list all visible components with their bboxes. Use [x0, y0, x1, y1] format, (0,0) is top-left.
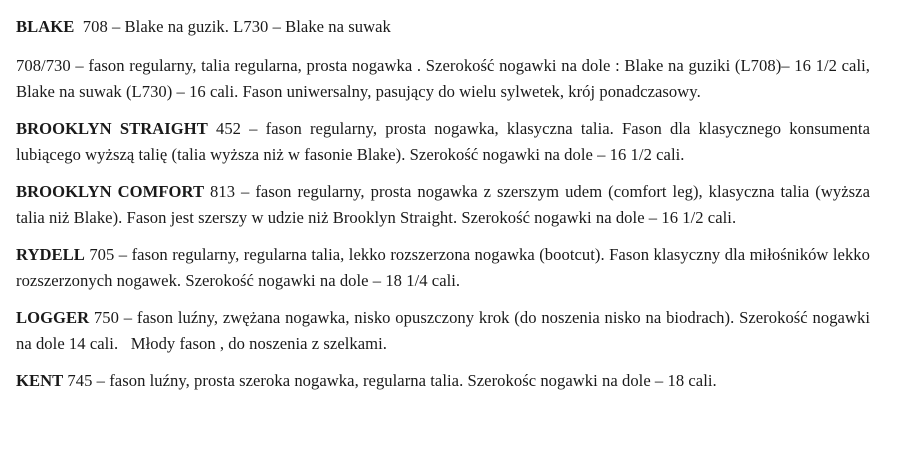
paragraph-brooklyn-comfort	[16, 179, 870, 231]
document-body	[16, 14, 875, 394]
fit-description: 750 – fason luźny, zwężana nogawka, nisko opuszczony krok (do noszenia nisko na biodrach). Szerokość nogawki na dole 14 cali. Młody fason , do noszenia z szelkami.	[16, 308, 875, 353]
fit-name: BROOKLYN STRAIGHT	[16, 119, 208, 138]
fit-description: 452 – fason regularny, prosta nogawka, klasyczna talia. Fason dla klasycznego konsumenta lubiącego wyższą talię (talia wyższa niż w fasonie Blake). Szerokość nogawki na dole – 16 1/2 cali.	[16, 119, 870, 164]
paragraph-blake	[16, 14, 870, 42]
fit-name: BLAKE	[16, 17, 75, 36]
fit-description: 745 – fason luźny, prosta szeroka nogawka, regularna talia. Szerokośc nogawki na dole – 18 cali.	[63, 371, 717, 390]
fit-description: 705 – fason regularny, regularna talia, lekko rozszerzona nogawka (bootcut). Fason klasyczny dla miłośników lekko rozszerzonych nogawek. Szerokość nogawki na dole – 18 1/4 cali.	[16, 245, 870, 290]
paragraph-kent	[16, 368, 870, 394]
paragraph-brooklyn-straight	[16, 116, 870, 168]
fit-name: KENT	[16, 371, 64, 390]
fit-description: 813 – fason regularny, prosta nogawka z szerszym udem (comfort leg), klasyczna talia (wyższa talia niż Blake). Fason jest szerszy w udzie niż Brooklyn Straight. Szerokość nogawki na dole – 16 1/2 cali.	[16, 182, 870, 227]
paragraph-logger	[16, 305, 875, 357]
fit-name: BROOKLYN COMFORT	[16, 182, 205, 201]
fit-name: RYDELL	[16, 245, 85, 264]
paragraph-rydell	[16, 242, 870, 294]
fit-name: LOGGER	[16, 308, 90, 327]
fit-description: 708/730 – fason regularny, talia regularna, prosta nogawka . Szerokość nogawki na dole : Blake na guziki (L708)– 16 1/2 cali, Blake na suwak (L730) – 16 cali. Fason uniwersalny, pasujący do wielu sylwetek, krój ponadczasowy.	[16, 56, 870, 101]
fit-description: 708 – Blake na guzik. L730 – Blake na suwak	[74, 17, 391, 36]
paragraph-708-730	[16, 53, 870, 105]
